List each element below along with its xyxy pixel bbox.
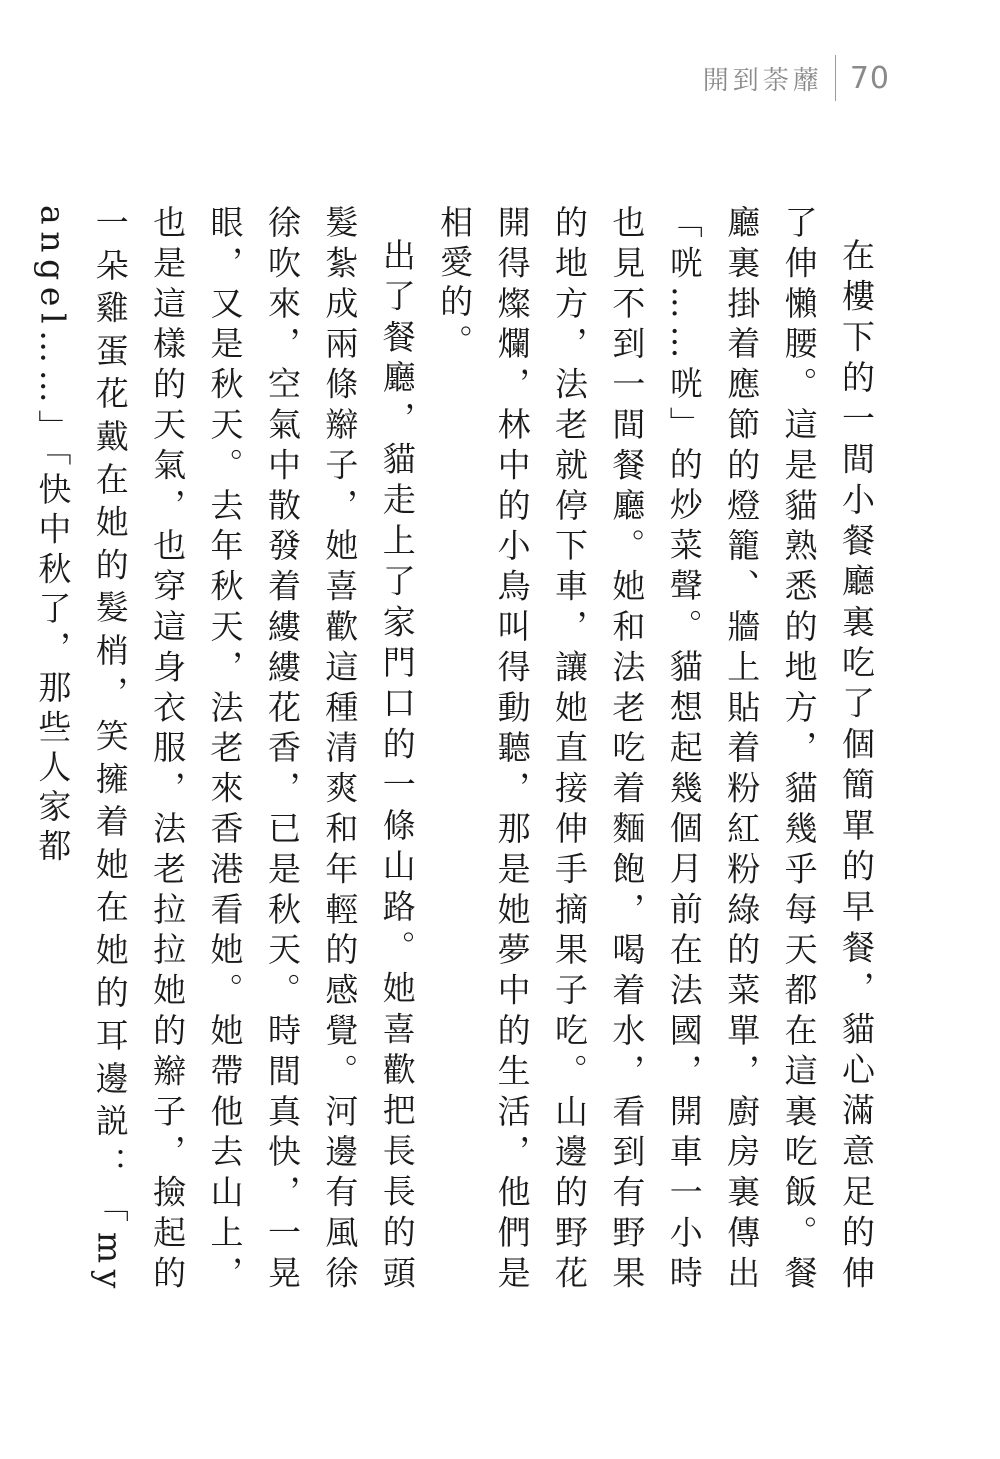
header-divider bbox=[835, 55, 836, 101]
page-header bbox=[703, 52, 890, 104]
page-number: 70 bbox=[849, 60, 890, 96]
body-text bbox=[24, 205, 885, 1295]
paragraph-1: 在樓下的一間小餐廳裏吃了個簡單的早餐，貓心滿意足的伸了伸懶腰。這是貓熟悉的地方，貓幾乎每天都在這裏吃飯。餐廳裏掛着應節的燈籠、牆上貼着粉紅粉綠的菜單，廚房裏傳出「咣……咣」的炒菜聲。貓想起幾個月前在法國，開車一小時也見不到一間餐廳。她和法老吃着麵飽，喝着水，看到有野果的地方，法老就停下車，讓她直接伸手摘果子吃。山邊的野花開得燦爛，林中的小鳥叫得動聽，那是她夢中的生活，他們是相愛的。 bbox=[435, 205, 876, 1295]
book-title: 開到荼蘼 bbox=[702, 65, 823, 96]
paragraph-2: 出了餐廳，貓走上了家門口的一條山路。她喜歡把長長的頭髮紮成兩條辮子，她喜歡這種清爽和年輕的感覺。河邊有風徐徐吹來，空氣中散發着縷縷花香，已是秋天。時間真快，一晃眼，又是秋天。去年秋天，法老來香港看她。她帶他去山上，也是這樣的天氣，也穿這身衣服，法老拉拉她的辮子，撿起的一朵雞蛋花戴在她的髮梢，笑擁着她在她的耳邊説：「my angel……」「快中秋了，那些人家都 bbox=[33, 205, 417, 1295]
